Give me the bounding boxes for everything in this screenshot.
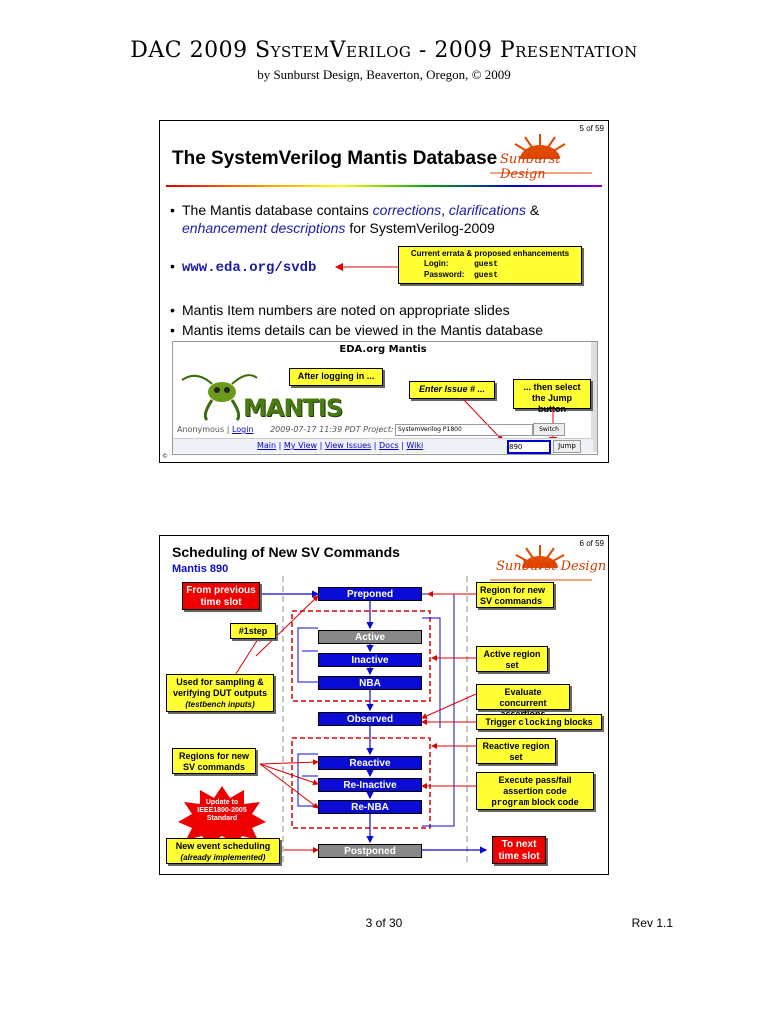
region-postponed: Postponed [318, 844, 422, 858]
mantis-nav: Main | My View | View Issues | Docs | Wiki [257, 441, 424, 450]
nav-wiki[interactable]: Wiki [406, 441, 424, 450]
mantis-nav-bar [173, 438, 593, 453]
jump-button[interactable]: Jump [553, 440, 581, 453]
note-jump: ... then select the Jump button [513, 379, 591, 409]
note-from-previous: From previous time slot [182, 582, 260, 610]
bullet-item-details: • Mantis items details can be viewed in the Mantis database [170, 322, 544, 338]
revision: Rev 1.1 [631, 916, 673, 930]
slide-title: Scheduling of New SV Commands [172, 544, 400, 560]
arrow-to-url-icon [335, 261, 400, 273]
note-reactive-set: Reactive region set [476, 738, 556, 764]
note-trigger-clocking: Trigger clocking blocks [476, 714, 602, 730]
note-region-new-right: Region for new SV commands [476, 582, 554, 608]
slide-number: 5 of 59 [579, 124, 604, 133]
region-renba: Re-NBA [318, 800, 422, 814]
project-select[interactable]: SystemVerilog P1800 [395, 424, 533, 436]
note-active-set: Active region set [476, 646, 548, 672]
note-1step: #1step [230, 623, 276, 639]
title-divider [166, 185, 602, 187]
region-reinactive: Re-Inactive [318, 778, 422, 792]
note-sampling: Used for sampling & verifying DUT outputs (testbench inputs) [166, 674, 274, 712]
region-observed: Observed [318, 712, 422, 726]
slide-title: The SystemVerilog Mantis Database [172, 148, 498, 169]
note-execute: Execute pass/fail assertion code program block code [476, 772, 594, 810]
note-eval-concurrent: Evaluate concurrent [476, 684, 570, 710]
switch-button[interactable]: Switch [533, 423, 565, 436]
slide-scheduling [159, 535, 609, 875]
document-title: DAC 2009 SystemVerilog - 2009 Presentation [130, 38, 638, 63]
bullet-item-numbers: • Mantis Item numbers are noted on appropriate slides [170, 302, 510, 318]
update-star-text: Update to IEEE1800-2005 Standard [197, 799, 247, 822]
region-preponed: Preponed [318, 587, 422, 601]
nav-my-view[interactable]: My View [283, 441, 318, 450]
note-new-event: New event scheduling (already implemented) [166, 838, 280, 864]
slide-number: 6 of 59 [579, 539, 604, 548]
issue-number-input[interactable]: 890 [507, 440, 551, 454]
bullet-corrections: • The Mantis database contains corrections, clarifications & enhancement descriptions for SystemVerilog-2009 [170, 202, 540, 236]
slide-copyright: © [162, 453, 168, 460]
bullet-url: • www.eda.org/svdb [170, 258, 317, 276]
mantis-screenshot [172, 341, 598, 455]
sunburst-logo-text: Sunburst Design [496, 559, 607, 574]
mantis-logo-text: MANTIS [243, 394, 343, 422]
note-to-next: To next time slot [492, 836, 546, 864]
errata-note: Current errata & proposed enhancements Login: guest Password: guest [398, 246, 582, 284]
slide-mantis-database [159, 120, 609, 463]
page-number: 3 of 30 [365, 916, 403, 930]
nav-view-issues[interactable]: View Issues [324, 441, 372, 450]
nav-docs[interactable]: Docs [379, 441, 399, 450]
region-nba: NBA [318, 676, 422, 690]
note-after-login: After logging in ... [289, 368, 383, 386]
note-regions-new-left: Regions for new SV commands [172, 748, 256, 774]
nav-main[interactable]: Main [257, 441, 277, 450]
sunburst-logo-text: Sunburst Design [500, 152, 561, 182]
mantis-header: EDA.org Mantis [339, 344, 427, 355]
note-enter-issue: Enter Issue # ... [409, 381, 495, 399]
region-reactive: Reactive [318, 756, 422, 770]
mantis-login-link[interactable]: Login [231, 425, 254, 434]
region-inactive: Inactive [318, 653, 422, 667]
svdb-link[interactable]: www.eda.org/svdb [182, 260, 317, 276]
region-active: Active [318, 630, 422, 644]
document-subtitle: by Sunburst Design, Beaverton, Oregon, © 2009 [257, 67, 511, 82]
mantis-status-line: Anonymous | Login 2009-07-17 11:39 PDT Project: [177, 425, 394, 434]
mantis-reference: Mantis 890 [172, 563, 229, 575]
